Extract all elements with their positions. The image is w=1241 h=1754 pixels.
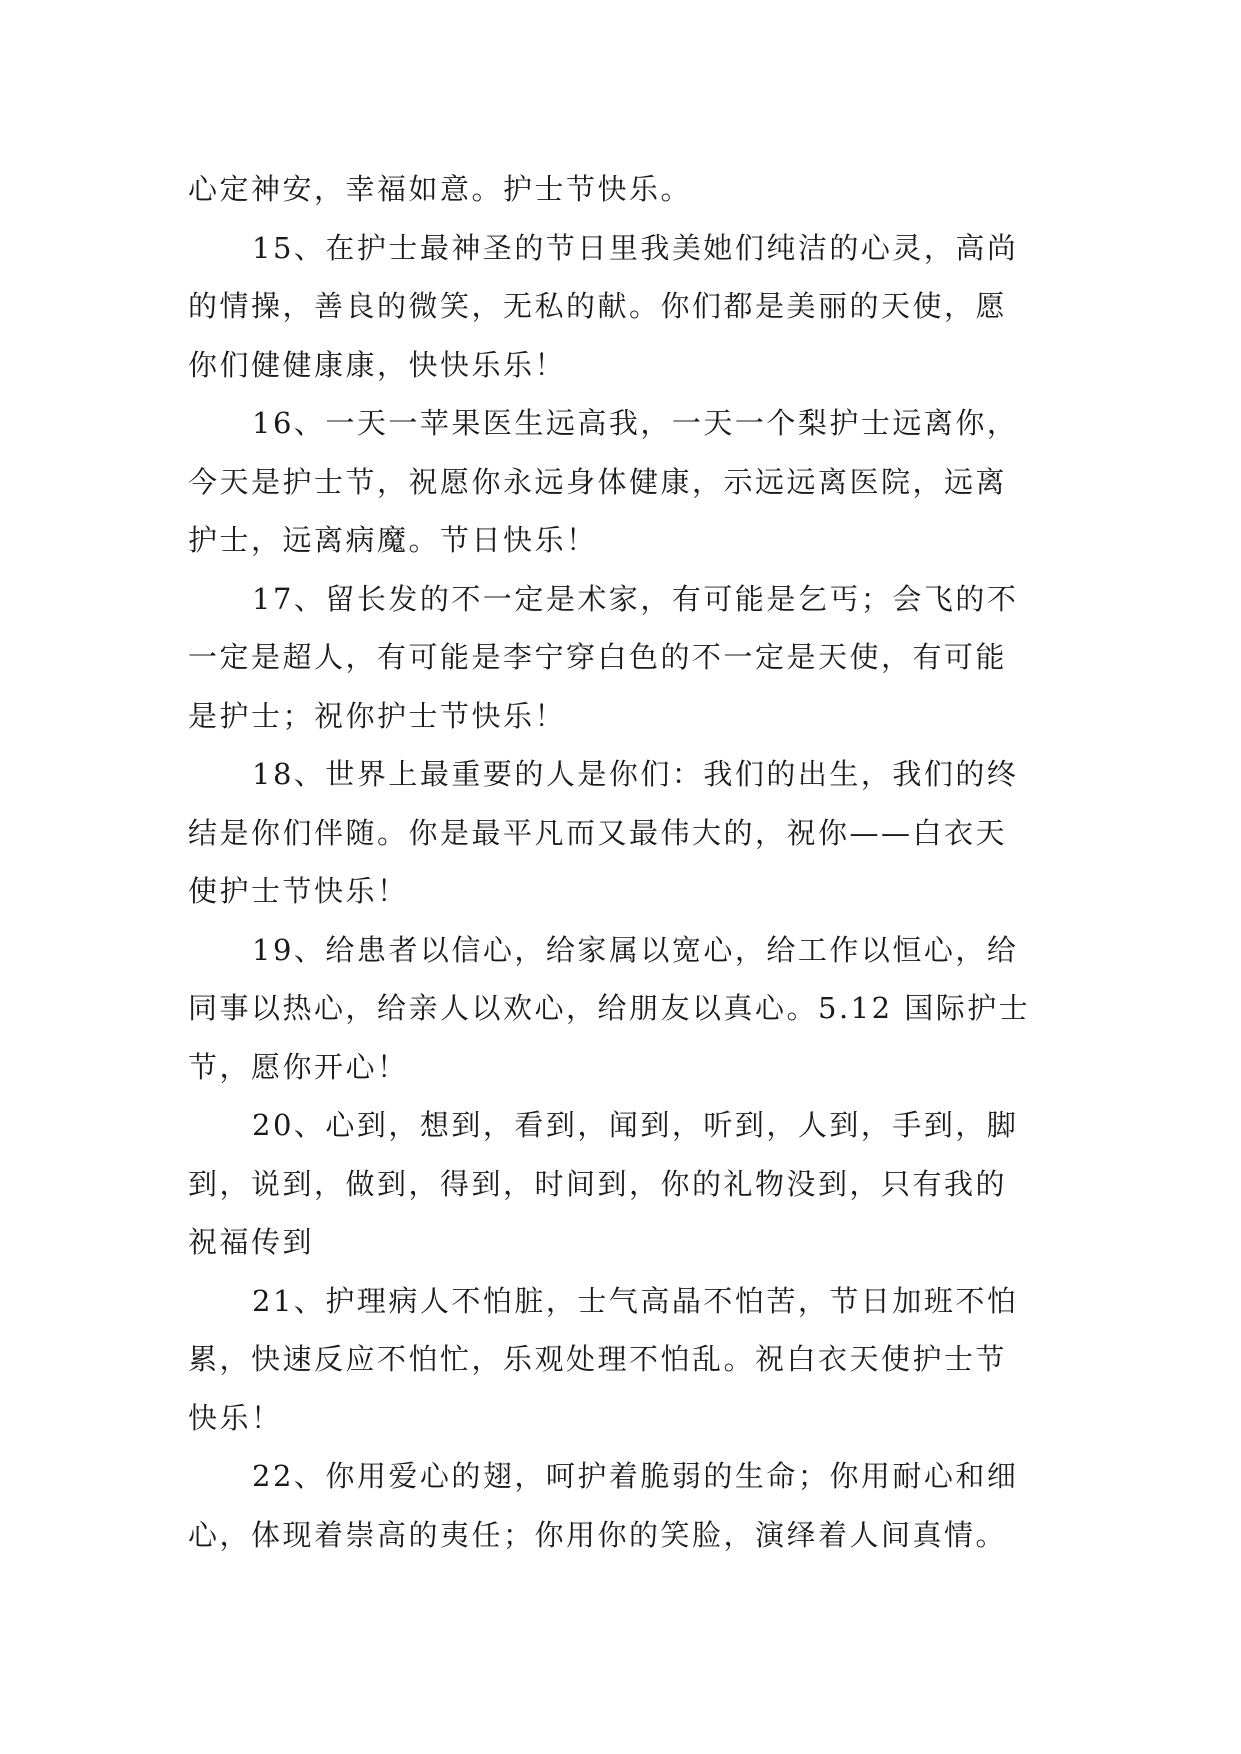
- text-line: 快乐！: [188, 1400, 283, 1435]
- text-line: 结是你们伴随。你是最平凡而又最伟大的，祝你——白衣天: [188, 815, 1008, 850]
- text-line: 今天是护士节，祝愿你永远身体健康，示远远离医院，远离: [188, 464, 1008, 499]
- text-line: 16、一天一苹果医生远高我，一天一个梨护士远离你，: [252, 406, 1019, 440]
- text-line: 累，快速反应不怕忙，乐观处理不怕乱。祝白衣天使护士节: [188, 1342, 1008, 1376]
- text-line: 你们健健康康，快快乐乐！: [188, 347, 567, 382]
- text-line: 17、留长发的不一定是术家，有可能是乞丐；会飞的不: [252, 581, 1019, 616]
- text-line: 到，说到，做到，得到，时间到，你的礼物没到，只有我的: [188, 1166, 1008, 1201]
- text-line: 心，体现着崇高的夷任；你用你的笑脸，演绎着人间真情。: [188, 1517, 1008, 1552]
- text-line: 同事以热心，给亲人以欢心，给朋友以真心。5.12 国际护士: [188, 991, 1031, 1025]
- text-line: 心定神安，幸福如意。护士节快乐。: [188, 172, 693, 206]
- text-line: 21、护理病人不怕脏，士气高晶不怕苦，节日加班不怕: [252, 1283, 1019, 1318]
- text-line: 20、心到，想到，看到，闻到，听到，人到，手到，脚: [252, 1108, 1019, 1142]
- text-line: 是护士；祝你护士节快乐！: [188, 698, 567, 733]
- text-line: 22、你用爱心的翅，呵护着脆弱的生命；你用耐心和细: [252, 1459, 1019, 1493]
- text-line: 的情操，善良的微笑，无私的献。你们都是美丽的天使，愿: [188, 289, 1008, 323]
- text-line: 祝福传到: [188, 1225, 315, 1259]
- text-line: 护士，远离病魔。节日快乐！: [188, 523, 598, 557]
- document-body: [188, 160, 1068, 1564]
- text-line: 18、世界上最重要的人是你们：我们的出生，我们的终: [252, 757, 1019, 791]
- text-line: 19、给患者以信心，给家属以宽心，给工作以恒心，给: [252, 932, 1019, 967]
- text-line: 一定是超人，有可能是李宁穿白色的不一定是天使，有可能: [188, 640, 1008, 674]
- text-line: 节，愿你开心！: [188, 1049, 409, 1084]
- text-line: 15、在护士最神圣的节日里我美她们纯洁的心灵，高尚: [252, 230, 1019, 265]
- text-line: 使护士节快乐！: [188, 874, 409, 908]
